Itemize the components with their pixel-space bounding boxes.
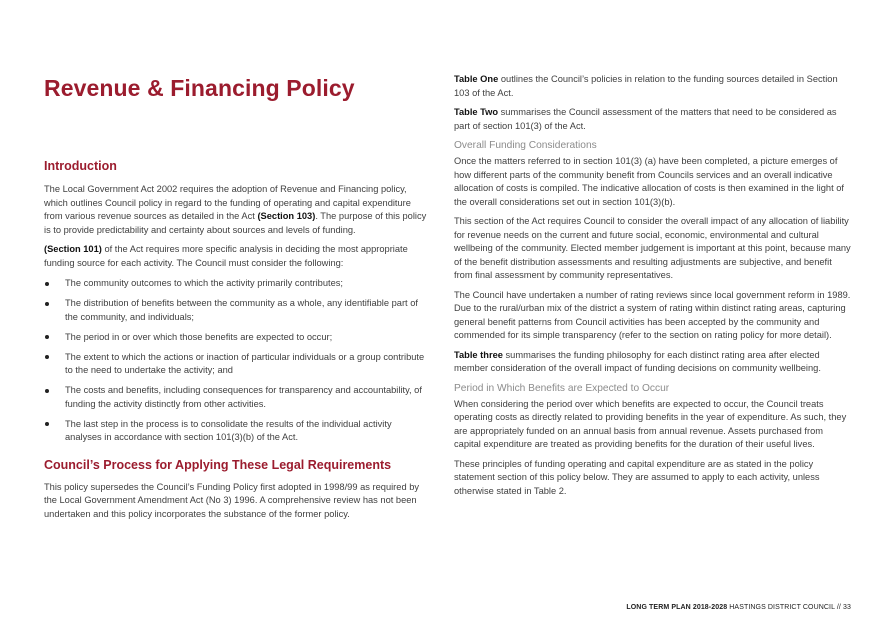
page-title: Revenue & Financing Policy (44, 75, 355, 101)
right-column (454, 73, 852, 498)
introduction-heading: Introduction (44, 159, 117, 173)
list-item: The distribution of benefits between the community as a whole, any identifiable part of the community, and individuals; (44, 297, 430, 324)
intro-paragraph-1: The Local Government Act 2002 requires the adoption of Revenue and Financing policy, which outlines Council policy in regard to the funding of operating and capital expenditure from various revenue sources as detailed in the Act (Section 103). The purpose of this policy is to provide predictability and certainty about sources and levels of funding. (44, 184, 427, 235)
list-item: The last step in the process is to consolidate the results of the individual activity analyses in accordance with section 101(3)(b) of the Act. (44, 418, 430, 445)
process-paragraph: This policy supersedes the Council’s Funding Policy first adopted in 1998/99 as required by the Local Government Amendment Act (No 3) 1996. A comprehensive review has not been undertaken and this policy incorporates the substance of the former policy. (44, 481, 420, 519)
intro-paragraph-2: (Section 101) of the Act requires more specific analysis in deciding the most appropriate funding source for each activity. The Council must consider the following: (44, 244, 408, 268)
list-item: The community outcomes to which the activity primarily contributes; (44, 277, 430, 291)
list-item: The period in or over which those benefits are expected to occur; (44, 331, 430, 345)
left-column (44, 74, 430, 521)
period-paragraph-2: These principles of funding operating and capital expenditure are as stated in the policy statement section of this policy below. They are assumed to apply to each activity, unless otherwise stated in Table 2. (454, 458, 820, 496)
overall-paragraph-1: Once the matters referred to in section 101(3) (a) have been completed, a picture emerges of how different parts of the community benefit from Councils services and an overall indicative allocation of costs is compiled. The indicative allocation of costs is then examined in the light of the overall considerations set out in section 101(3)(b). (454, 156, 844, 207)
overall-funding-heading: Overall Funding Considerations (454, 140, 597, 151)
table-two-paragraph: Table Two summarises the Council assessment of the matters that need to be considered as part of section 101(3) of the Act. (454, 107, 837, 131)
table-one-paragraph: Table One outlines the Council’s policies in relation to the funding sources detailed in Section 103 of the Act. (454, 74, 838, 98)
process-heading: Council’s Process for Applying These Legal Requirements (44, 457, 392, 472)
overall-paragraph-3: The Council have undertaken a number of rating reviews since local government reform in 1989. Due to the rural/urban mix of the district a system of rating within distinct rating areas, capturing general benefit patterns from Council activities has been accepted by the community and commended for its simple transparency (refer to the section on rating policy for more detail). (454, 289, 851, 340)
consideration-list (44, 277, 430, 445)
list-item: The costs and benefits, including consequences for transparency and accountability, of funding the activity distinctly from other activities. (44, 384, 430, 411)
table-three-paragraph: Table three summarises the funding philosophy for each distinct rating area after elected member consideration of the overall impact of funding decisions on community wellbeing. (454, 349, 821, 373)
page-footer: LONG TERM PLAN 2018-2028 HASTINGS DISTRICT COUNCIL // 33 (626, 604, 851, 611)
period-benefits-heading: Period in Which Benefits are Expected to Occur (454, 382, 670, 394)
list-item: The extent to which the actions or inaction of particular individuals or a group contribute to the need to undertake the activity; and (44, 351, 430, 378)
period-paragraph-1: When considering the period over which benefits are expected to occur, the Council treats operating costs as directly related to providing benefits in the year of expenditure. As such, they are appropriately funded on an annual basis from annual revenue. Assets purchased from capital expenditure are treated as providing benefits for the duration of their useful lives. (454, 398, 847, 449)
overall-paragraph-2: This section of the Act requires Council to consider the overall impact of any allocation of liability for revenue needs on the current and future social, economic, environmental and cultural wellbeing of the community. Elected member judgement is important at this point, because many of the benefit distribution assessments and resulting adjustments are subjective, and benefit from final assessment by community representatives. (454, 216, 851, 280)
